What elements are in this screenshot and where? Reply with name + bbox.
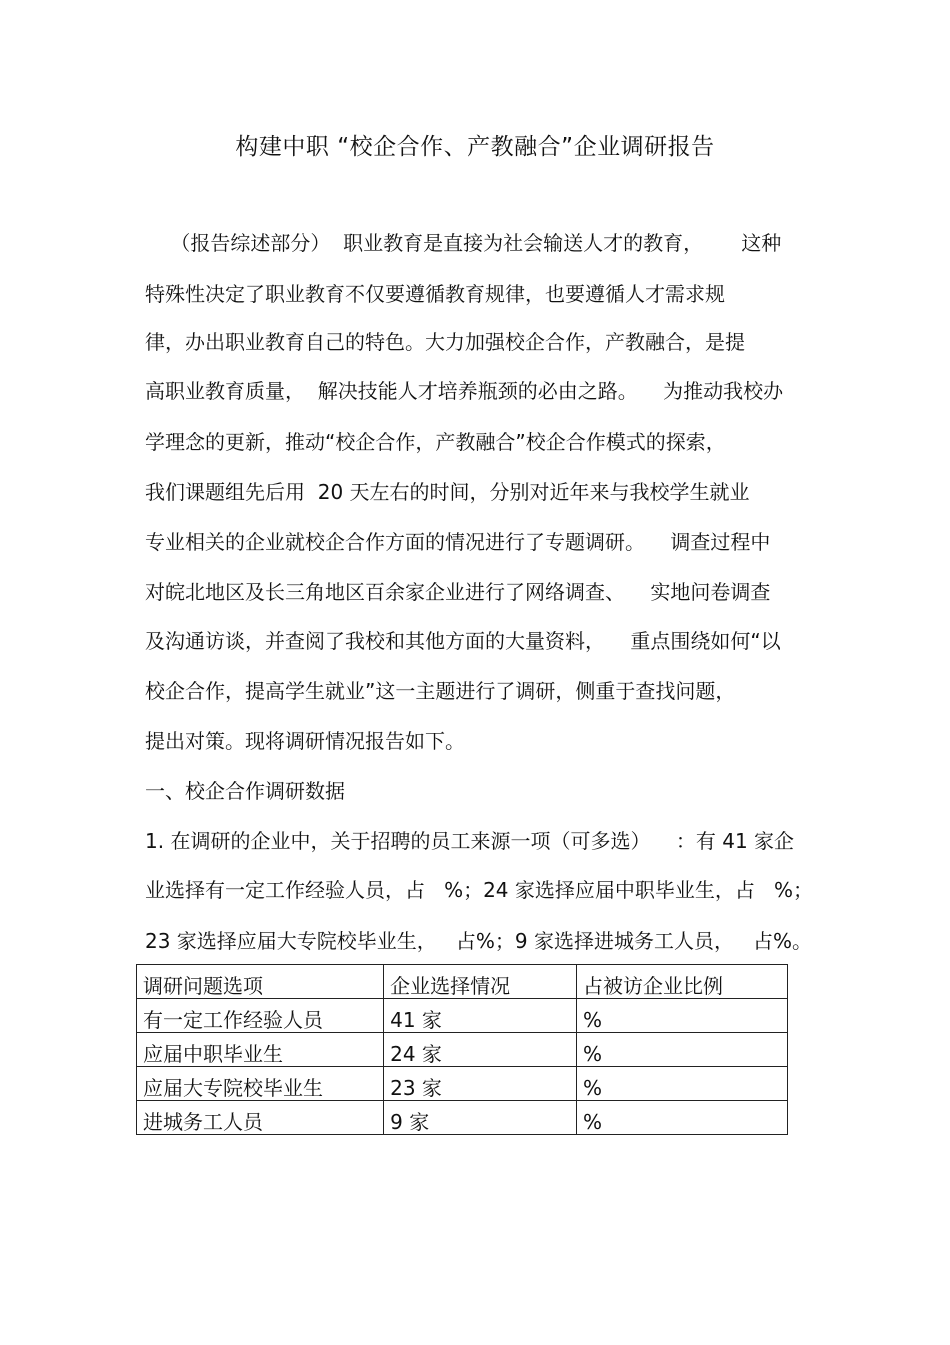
table-header-cell: 占被访企业比例 [577, 965, 788, 999]
body-line: 23 家选择应届大专院校毕业生， 占%；9 家选择进城务工人员， 占%。 [145, 929, 813, 953]
table-row [137, 1067, 788, 1101]
table-cell: 进城务工人员 [137, 1101, 384, 1135]
table-header-cell: 企业选择情况 [384, 965, 577, 999]
body-line: 学理念的更新，推动“校企合作，产教融合”校企合作模式的探索， [145, 430, 726, 454]
table-cell: 23 家 [384, 1067, 577, 1101]
body-line: 专业相关的企业就校企合作方面的情况进行了专题调研。 调查过程中 [145, 530, 771, 554]
table-row [137, 999, 788, 1033]
table-cell: 41 家 [384, 999, 577, 1033]
document-title: 构建中职 “校企合作、产教融合”企业调研报告 [235, 134, 715, 160]
body-line: 提出对策。现将调研情况报告如下。 [145, 729, 465, 753]
body-line: 律，办出职业教育自己的特色。大力加强校企合作，产教融合，是提 [145, 330, 745, 354]
body-line: 特殊性决定了职业教育不仅要遵循教育规律，也要遵循人才需求规 [145, 282, 725, 306]
table-cell: 有一定工作经验人员 [137, 999, 384, 1033]
survey-table [136, 964, 788, 1135]
table-cell: % [577, 1067, 788, 1101]
table-cell: 9 家 [384, 1101, 577, 1135]
table-cell: % [577, 1101, 788, 1135]
body-line: 校企合作，提高学生就业”这一主题进行了调研，侧重于查找问题， [145, 679, 736, 703]
body-line: 对皖北地区及长三角地区百余家企业进行了网络调查、 实地问卷调查 [145, 580, 771, 604]
table-header-row [137, 965, 788, 999]
section-heading: 一、校企合作调研数据 [145, 779, 345, 803]
table-cell: % [577, 1033, 788, 1067]
body-line: （报告综述部分） 职业教育是直接为社会输送人才的教育， 这种 [145, 231, 782, 255]
table-row [137, 1101, 788, 1135]
body-line: 1. 在调研的企业中，关于招聘的员工来源一项（可多选） ：有 41 家企 [145, 829, 795, 853]
table-cell: 应届大专院校毕业生 [137, 1067, 384, 1101]
table-cell: % [577, 999, 788, 1033]
table-row [137, 1033, 788, 1067]
body-line: 及沟通访谈，并查阅了我校和其他方面的大量资料， 重点围绕如何“以 [145, 629, 781, 653]
body-line: 高职业教育质量， 解决技能人才培养瓶颈的必由之路。 为推动我校办 [145, 379, 784, 403]
table-header-cell: 调研问题选项 [137, 965, 384, 999]
body-line: 业选择有一定工作经验人员，占 %；24 家选择应届中职毕业生，占 %； [145, 878, 813, 902]
table-cell: 应届中职毕业生 [137, 1033, 384, 1067]
table-cell: 24 家 [384, 1033, 577, 1067]
body-line: 我们课题组先后用 20 天左右的时间，分别对近年来与我校学生就业 [145, 480, 750, 504]
